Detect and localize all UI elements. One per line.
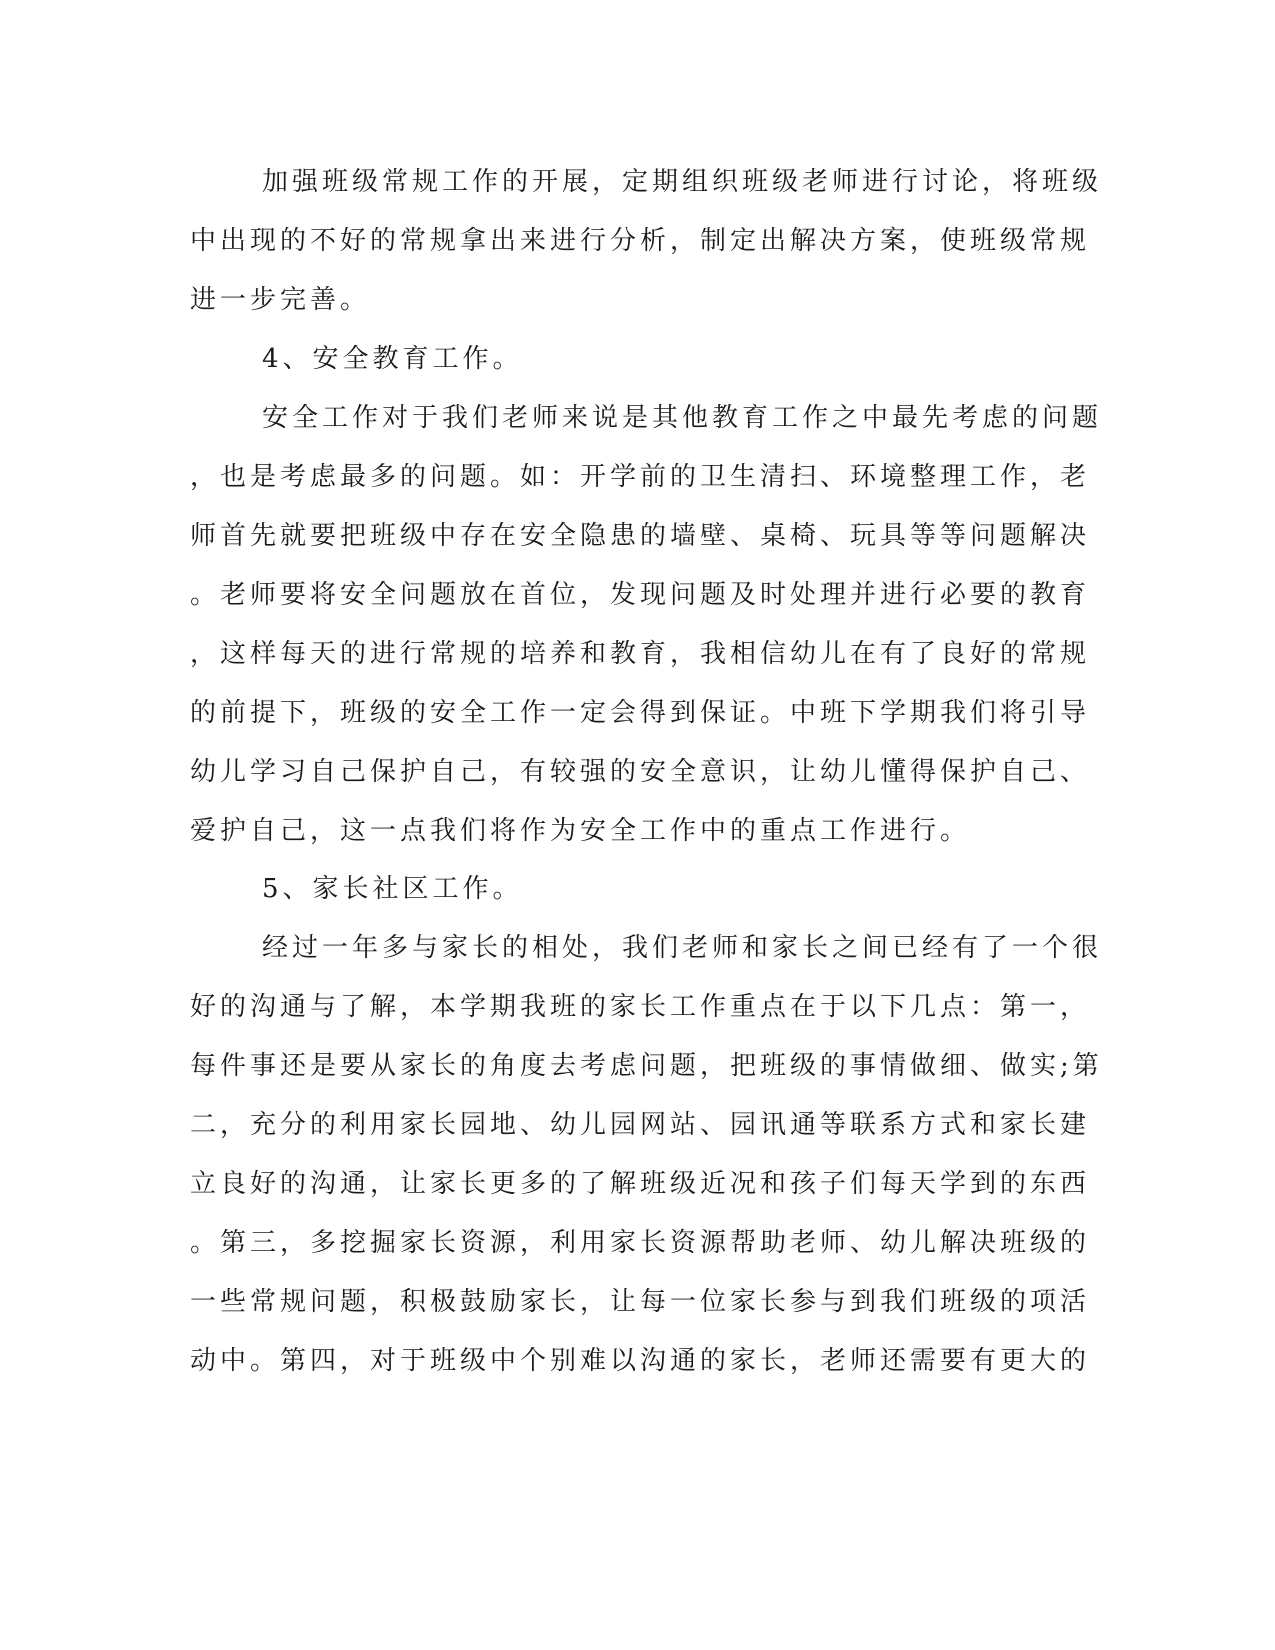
text-line: 爱护自己，这一点我们将作为安全工作中的重点工作进行。	[190, 816, 971, 846]
text-line: 每件事还是要从家长的角度去考虑问题，把班级的事情做细、做实;第	[190, 1051, 1103, 1081]
text-line: 安全工作对于我们老师来说是其他教育工作之中最先考虑的问题	[262, 403, 1103, 433]
text-line: 。老师要将安全问题放在首位，发现问题及时处理并进行必要的教育	[190, 580, 1091, 610]
text-line: 好的沟通与了解，本学期我班的家长工作重点在于以下几点：第一，	[190, 992, 1091, 1022]
text-line: 进一步完善。	[190, 285, 371, 315]
text-line: ，也是考虑最多的问题。如：开学前的卫生清扫、环境整理工作，老	[190, 462, 1091, 492]
text-line: 一些常规问题，积极鼓励家长，让每一位家长参与到我们班级的项活	[190, 1287, 1091, 1317]
text-line: 的前提下，班级的安全工作一定会得到保证。中班下学期我们将引导	[190, 698, 1091, 728]
text-line: 立良好的沟通，让家长更多的了解班级近况和孩子们每天学到的东西	[190, 1169, 1091, 1199]
text-line: 幼儿学习自己保护自己，有较强的安全意识，让幼儿懂得保护自己、	[190, 757, 1091, 787]
text-line: ，这样每天的进行常规的培养和教育，我相信幼儿在有了良好的常规	[190, 639, 1091, 669]
text-line: 动中。第四，对于班级中个别难以沟通的家长，老师还需要有更大的	[190, 1346, 1091, 1376]
text-line: 师首先就要把班级中存在安全隐患的墙壁、桌椅、玩具等等问题解决	[190, 521, 1091, 551]
text-line: 中出现的不好的常规拿出来进行分析，制定出解决方案，使班级常规	[190, 226, 1091, 256]
section-heading: 5、家长社区工作。	[262, 874, 523, 904]
text-line: 二，充分的利用家长园地、幼儿园网站、园讯通等联系方式和家长建	[190, 1110, 1091, 1140]
text-line: 经过一年多与家长的相处，我们老师和家长之间已经有了一个很	[262, 933, 1103, 963]
section-heading: 4、安全教育工作。	[262, 344, 523, 374]
text-line: 。第三，多挖掘家长资源，利用家长资源帮助老师、幼儿解决班级的	[190, 1228, 1091, 1258]
text-line: 加强班级常规工作的开展，定期组织班级老师进行讨论，将班级	[262, 167, 1103, 197]
